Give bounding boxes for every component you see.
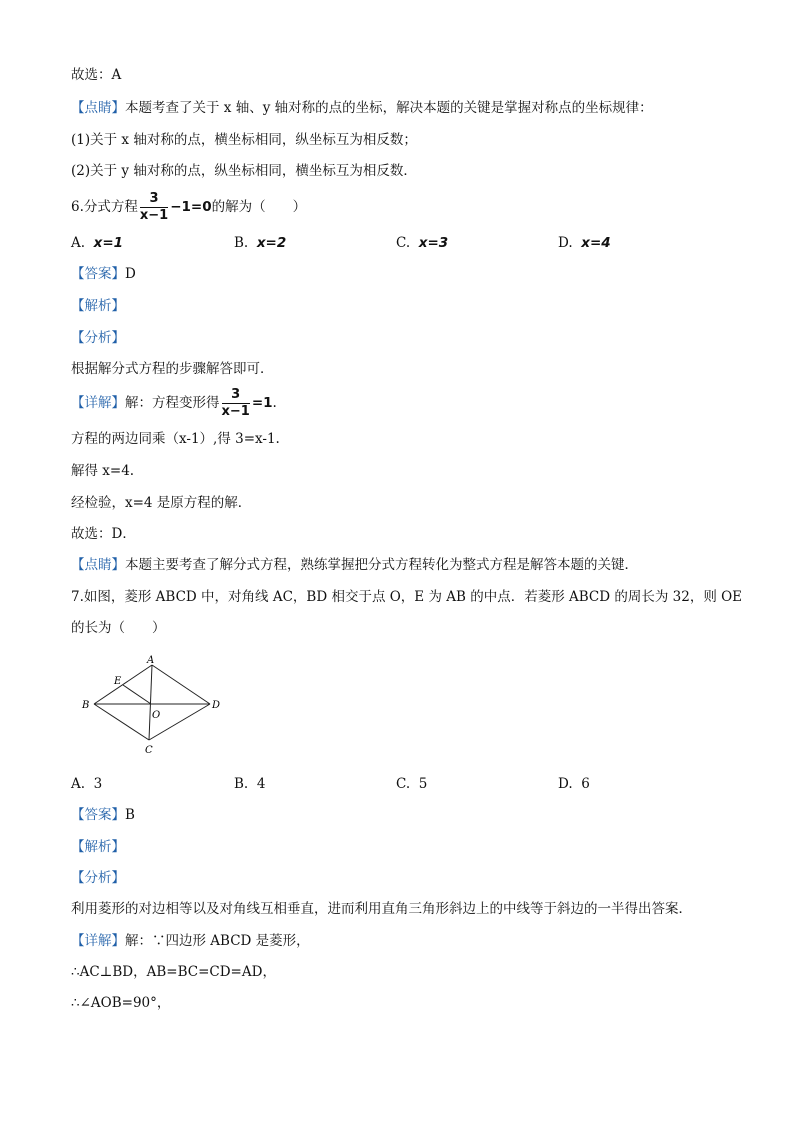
q7-answer: B — [125, 807, 135, 823]
q7-fenxi-tag: 【分析】 — [71, 870, 125, 886]
q6-option-d — [558, 233, 611, 253]
q6-analysis: 根据解分式方程的步骤解答即可． — [71, 361, 274, 377]
q6-option-d-value: x=4 — [581, 235, 611, 251]
q7-detail-line1 — [71, 931, 310, 951]
question-6 — [71, 190, 306, 224]
q6-choose: 故选：D． — [71, 526, 136, 542]
tag-dianjing-q6: 【点睛】 — [71, 557, 125, 573]
q6-option-a-label: A. — [71, 235, 86, 251]
q6-detail-rest: =1 — [251, 395, 273, 411]
q6-step2: 方程的两边同乘（x-1）,得 3=x-1. — [71, 431, 280, 447]
q7-option-b — [234, 774, 265, 794]
tag-xiangjie-q7: 【详解】 — [71, 933, 125, 949]
rule-y-axis: (2)关于 y 轴对称的点，纵坐标相同，横坐标互为相反数． — [71, 163, 417, 179]
q7-option-a-value: 3 — [93, 776, 103, 792]
label-a: A — [147, 655, 155, 666]
q6-rest: −1=0 — [170, 199, 212, 215]
q7-line1: 7.如图，菱形 ABCD 中，对角线 AC，BD 相交于点 O，E 为 AB 的中点．若菱形 ABCD 的周长为 32，则 OE — [71, 589, 743, 605]
label-c: C — [145, 745, 153, 756]
edge-ab — [94, 665, 152, 704]
q7-option-d-value: 6 — [581, 776, 590, 792]
q7-line2: 的长为（ ） — [71, 620, 166, 636]
q7-detail3: ∴∠AOB=90°， — [71, 995, 171, 1011]
q6-detail-line — [71, 386, 277, 420]
q6-option-c-value: x=3 — [418, 235, 449, 251]
q6-option-d-label: D. — [558, 235, 573, 251]
q6-answer-line — [71, 264, 136, 284]
q7-option-a-label: A. — [71, 776, 86, 792]
choose-a-line: 故选：A — [71, 67, 122, 83]
edge-cb — [94, 704, 149, 740]
q7-detail1: 解：∵四边形 ABCD 是菱形， — [125, 933, 310, 949]
segment-oe — [123, 685, 151, 704]
q6-step4: 经检验，x=4 是原方程的解． — [71, 495, 252, 511]
q6-point-text: 本题主要考查了解分式方程，熟练掌握把分式方程转化为整式方程是解答本题的关键． — [125, 557, 638, 573]
q6-option-c-label: C. — [396, 235, 411, 251]
q6-detail-end: . — [272, 395, 277, 411]
q6-point-line — [71, 555, 638, 575]
q6-suffix: 的解为（ ） — [211, 199, 307, 215]
q7-option-d-label: D. — [558, 776, 573, 792]
q6-detail-den: x−1 — [221, 404, 250, 419]
q6-option-b-label: B. — [234, 235, 249, 251]
rule-x-axis: (1)关于 x 轴对称的点，横坐标相同，纵坐标互为相反数； — [71, 132, 417, 148]
q6-answer: D — [125, 266, 136, 282]
q6-fenxi-tag: 【分析】 — [71, 330, 125, 346]
label-e: E — [114, 676, 122, 687]
q6-step3: 解得 x=4. — [71, 463, 135, 479]
tag-answer: 【答案】 — [71, 266, 125, 282]
q7-option-c — [396, 774, 427, 794]
q6-option-c — [396, 233, 448, 253]
label-d: D — [212, 700, 221, 711]
tag-dianjing: 【点睛】 — [71, 100, 125, 116]
point-line-q5 — [71, 98, 653, 118]
q6-detail-prefix: 解：方程变形得 — [125, 395, 220, 411]
q7-answer-line — [71, 805, 135, 825]
q7-option-a — [71, 774, 102, 794]
point-text-q5: 本题考查了关于 x 轴、y 轴对称的点的坐标，解决本题的关键是掌握对称点的坐标规律： — [125, 100, 653, 116]
tag-xiangjie: 【详解】 — [71, 395, 125, 411]
q7-analysis: 利用菱形的对边相等以及对角线互相垂直，进而利用直角三角形斜边上的中线等于斜边的一半得出答案． — [71, 901, 692, 917]
q7-option-c-label: C. — [396, 776, 411, 792]
edge-ad — [152, 665, 210, 704]
q6-prefix: 6.分式方程 — [71, 199, 138, 215]
q6-fraction — [140, 191, 168, 224]
rhombus-figure — [76, 652, 256, 762]
q6-option-a — [71, 233, 123, 253]
q7-detail2: ∴AC⊥BD，AB=BC=CD=AD， — [71, 964, 276, 980]
q6-option-b — [234, 233, 286, 253]
tag-answer-q7: 【答案】 — [71, 807, 125, 823]
q7-jiexi-tag: 【解析】 — [71, 839, 125, 855]
q6-fraction-den: x−1 — [139, 208, 169, 223]
q6-detail-fraction — [222, 387, 250, 420]
q6-fraction-num: 3 — [140, 191, 168, 208]
q7-option-b-value: 4 — [256, 776, 266, 792]
q6-option-b-value: x=2 — [256, 235, 287, 251]
q7-option-c-value: 5 — [418, 776, 428, 792]
q7-option-b-label: B. — [234, 776, 249, 792]
q6-option-a-value: x=1 — [93, 235, 124, 251]
label-o: O — [152, 710, 161, 721]
label-b: B — [82, 700, 90, 711]
q6-jiexi-tag: 【解析】 — [71, 298, 125, 314]
q6-detail-num: 3 — [222, 387, 250, 404]
q7-option-d — [558, 774, 590, 794]
